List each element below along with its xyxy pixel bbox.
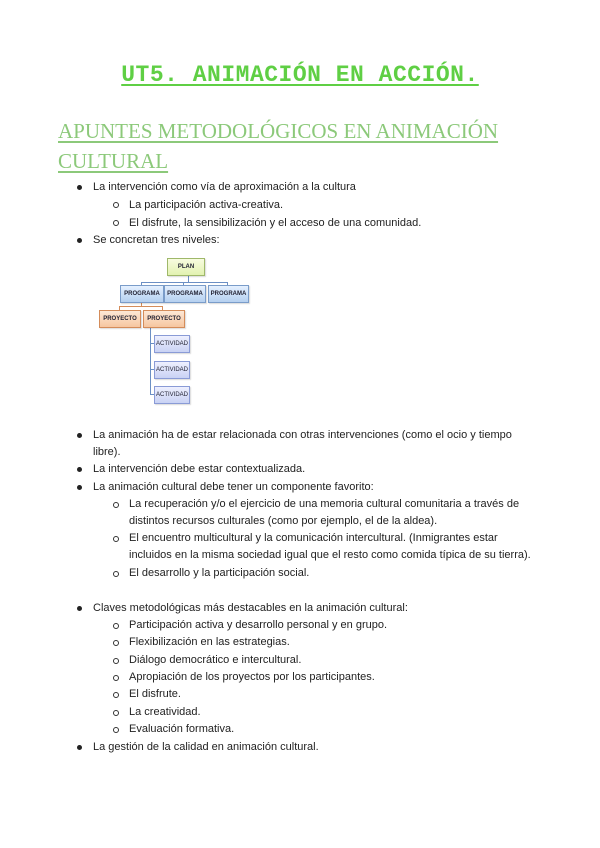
bullet xyxy=(77,238,82,243)
sub-bullet xyxy=(113,727,119,733)
list-item: Se concretan tres niveles: xyxy=(93,234,220,246)
activity-box: ACTIVIDAD xyxy=(154,335,190,353)
sub-list-item: La recuperación y/o el ejercicio de una memoria cultural comunitaria a través de distintos recursos culturales (como por ejemplo, el de la aldea). xyxy=(129,498,520,527)
sub-bullet xyxy=(113,571,119,577)
sub-list-item: Apropiación de los proyectos por los participantes. xyxy=(129,671,375,683)
activity-box: ACTIVIDAD xyxy=(154,386,190,404)
sub-bullet xyxy=(113,623,119,629)
sub-list-item: Flexibilización en las estrategias. xyxy=(129,636,290,648)
sub-list-item: Participación activa y desarrollo personal y en grupo. xyxy=(129,619,388,631)
sub-bullet xyxy=(113,202,119,208)
sub-bullet xyxy=(113,640,119,646)
bullet xyxy=(77,745,82,750)
sub-list-item: El encuentro multicultural y la comunicación intercultural. (Inmigrantes estar incluidos en la misma sociedad igual que el resto como comida típica de su tierra). xyxy=(129,532,531,561)
sub-bullet xyxy=(113,220,119,226)
bullet xyxy=(77,467,82,472)
list-item: La animación ha de estar relacionada con otras intervenciones (como el ocio y tiempo libre). xyxy=(93,429,512,458)
list-item: La intervención debe estar contextualizada. xyxy=(93,463,306,475)
sub-list-item: El disfrute. xyxy=(129,688,181,700)
project-box: PROYECTO xyxy=(99,310,141,328)
list-item: La animación cultural debe tener un componente favorito: xyxy=(93,481,374,493)
page-title: UT5. ANIMACIÓN EN ACCIÓN. xyxy=(121,62,479,88)
list-item: Claves metodológicas más destacables en la animación cultural: xyxy=(93,602,408,614)
bullet xyxy=(77,433,82,438)
sub-bullet xyxy=(113,502,119,508)
sub-bullet xyxy=(113,692,119,698)
list-item: La gestión de la calidad en animación cultural. xyxy=(93,741,319,753)
section-heading: APUNTES METODOLÓGICOS EN ANIMACIÓN CULTURAL xyxy=(58,119,499,173)
sub-list-item: La participación activa-creativa. xyxy=(129,199,284,211)
bullet xyxy=(77,606,82,611)
bullet xyxy=(77,185,82,190)
sub-bullet xyxy=(113,675,119,681)
plan-box: PLAN xyxy=(167,258,205,276)
sub-list-item: Diálogo democrático e intercultural. xyxy=(129,654,302,666)
sub-list-item: El disfrute, la sensibilización y el acceso de una comunidad. xyxy=(129,217,422,229)
bullet xyxy=(77,485,82,490)
sub-bullet xyxy=(113,536,119,542)
sub-list-item: El desarrollo y la participación social. xyxy=(129,567,310,579)
program-box: PROGRAMA xyxy=(120,285,164,303)
sub-bullet xyxy=(113,658,119,664)
list-item: La intervención como vía de aproximación a la cultura xyxy=(93,181,356,193)
sub-list-item: Evaluación formativa. xyxy=(129,723,235,735)
sub-bullet xyxy=(113,710,119,716)
activity-box: ACTIVIDAD xyxy=(154,361,190,379)
program-box: PROGRAMA xyxy=(208,285,249,303)
project-box: PROYECTO xyxy=(143,310,185,328)
sub-list-item: La creatividad. xyxy=(129,706,201,718)
program-box: PROGRAMA xyxy=(164,285,206,303)
